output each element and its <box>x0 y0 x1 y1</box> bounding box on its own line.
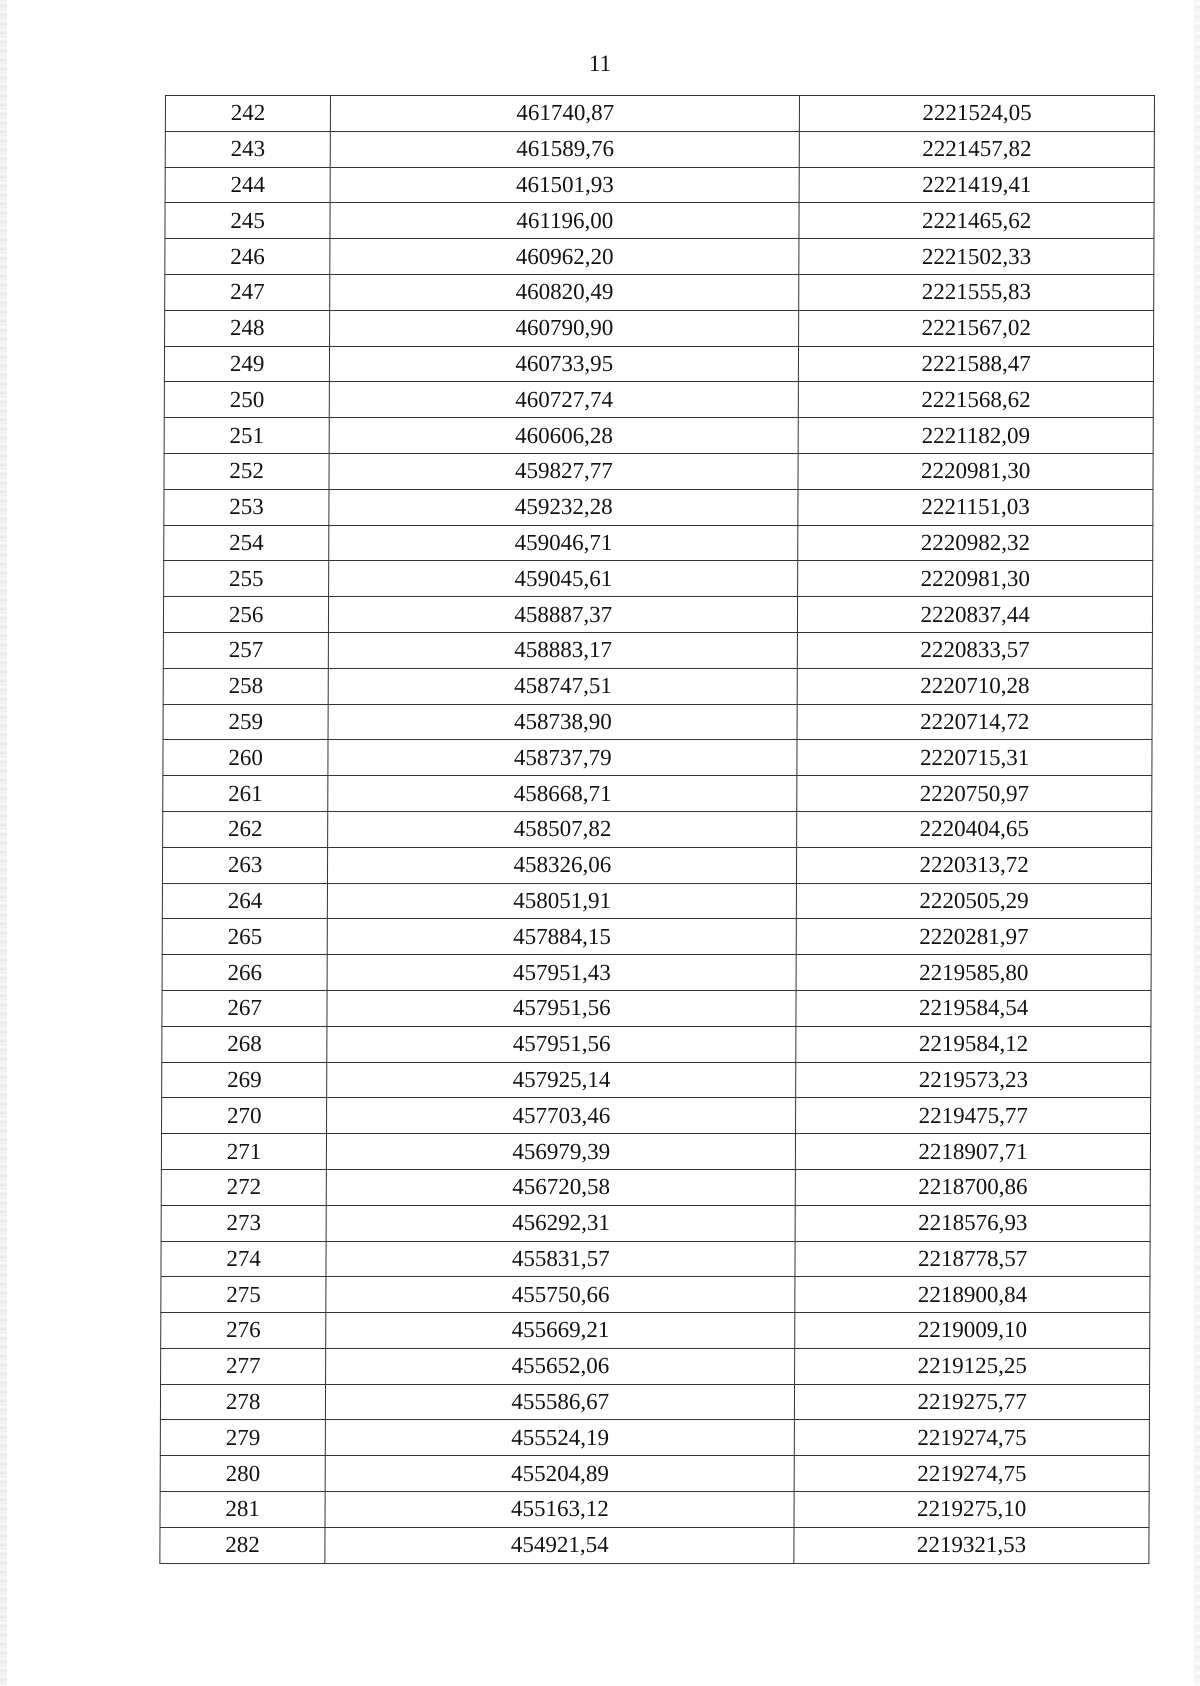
point-number-cell: 268 <box>162 1026 327 1062</box>
table-row <box>162 1026 1151 1062</box>
table-row <box>165 131 1154 167</box>
y-coordinate-cell: 2221588,47 <box>799 346 1154 382</box>
table-row <box>163 597 1152 633</box>
x-coordinate-cell: 458326,06 <box>328 847 797 883</box>
x-coordinate-cell: 457951,43 <box>327 955 796 991</box>
point-number-cell: 254 <box>164 525 329 561</box>
point-number-cell: 276 <box>161 1313 326 1349</box>
table-row <box>161 1205 1150 1241</box>
x-coordinate-cell: 459045,61 <box>329 561 798 597</box>
table-row <box>161 1169 1150 1205</box>
point-number-cell: 272 <box>161 1169 326 1205</box>
point-number-cell: 257 <box>163 632 328 668</box>
x-coordinate-cell: 458668,71 <box>328 776 797 812</box>
point-number-cell: 252 <box>164 453 329 489</box>
point-number-cell: 271 <box>161 1134 326 1170</box>
x-coordinate-cell: 454921,54 <box>325 1527 794 1563</box>
table-row <box>162 883 1151 919</box>
point-number-cell: 259 <box>163 704 328 740</box>
x-coordinate-cell: 456292,31 <box>326 1205 795 1241</box>
table-row <box>165 239 1154 275</box>
x-coordinate-cell: 461196,00 <box>330 203 799 239</box>
table-row <box>161 1241 1150 1277</box>
point-number-cell: 274 <box>161 1241 326 1277</box>
y-coordinate-cell: 2220837,44 <box>798 597 1153 633</box>
point-number-cell: 265 <box>162 919 327 955</box>
x-coordinate-cell: 460820,49 <box>330 274 799 310</box>
y-coordinate-cell: 2220404,65 <box>797 811 1152 847</box>
y-coordinate-cell: 2219274,75 <box>795 1420 1150 1456</box>
x-coordinate-cell: 458887,37 <box>329 597 798 633</box>
coordinates-table-body <box>160 96 1155 1564</box>
table-row <box>162 919 1151 955</box>
y-coordinate-cell: 2220710,28 <box>797 668 1152 704</box>
y-coordinate-cell: 2221151,03 <box>798 489 1153 525</box>
y-coordinate-cell: 2219321,53 <box>794 1527 1149 1563</box>
x-coordinate-cell: 458051,91 <box>328 883 797 919</box>
point-number-cell: 243 <box>165 131 330 167</box>
x-coordinate-cell: 460962,20 <box>330 239 799 275</box>
point-number-cell: 278 <box>160 1384 325 1420</box>
table-row <box>160 1384 1149 1420</box>
x-coordinate-cell: 459827,77 <box>329 453 798 489</box>
y-coordinate-cell: 2219585,80 <box>796 955 1151 991</box>
x-coordinate-cell: 456720,58 <box>327 1169 796 1205</box>
table-row <box>164 382 1153 418</box>
table-row <box>163 632 1152 668</box>
x-coordinate-cell: 458737,79 <box>328 740 797 776</box>
point-number-cell: 280 <box>160 1456 325 1492</box>
y-coordinate-cell: 2220313,72 <box>797 847 1152 883</box>
table-row <box>165 310 1154 346</box>
x-coordinate-cell: 457703,46 <box>327 1098 796 1134</box>
point-number-cell: 242 <box>165 96 330 132</box>
point-number-cell: 277 <box>161 1348 326 1384</box>
table-row <box>160 1527 1149 1563</box>
table-row <box>161 1313 1150 1349</box>
scan-edge-right <box>1194 0 1200 1686</box>
y-coordinate-cell: 2221419,41 <box>799 167 1154 203</box>
y-coordinate-cell: 2221465,62 <box>799 203 1154 239</box>
table-row <box>160 1456 1149 1492</box>
point-number-cell: 251 <box>164 418 329 454</box>
y-coordinate-cell: 2221182,09 <box>798 418 1153 454</box>
y-coordinate-cell: 2220505,29 <box>797 883 1152 919</box>
point-number-cell: 245 <box>165 203 330 239</box>
y-coordinate-cell: 2220750,97 <box>797 776 1152 812</box>
table-row <box>164 525 1153 561</box>
x-coordinate-cell: 455750,66 <box>326 1277 795 1313</box>
x-coordinate-cell: 458507,82 <box>328 811 797 847</box>
table-row <box>165 203 1154 239</box>
y-coordinate-cell: 2218907,71 <box>796 1134 1151 1170</box>
table-row <box>162 1062 1151 1098</box>
coordinates-table <box>159 95 1155 1564</box>
point-number-cell: 258 <box>163 668 328 704</box>
table-row <box>163 704 1152 740</box>
y-coordinate-cell: 2220715,31 <box>797 740 1152 776</box>
y-coordinate-cell: 2220981,30 <box>798 453 1153 489</box>
table-row <box>164 418 1153 454</box>
point-number-cell: 262 <box>163 811 328 847</box>
x-coordinate-cell: 460727,74 <box>330 382 799 418</box>
x-coordinate-cell: 456979,39 <box>327 1134 796 1170</box>
point-number-cell: 253 <box>164 489 329 525</box>
x-coordinate-cell: 458883,17 <box>329 632 798 668</box>
page-number: 11 <box>588 51 612 76</box>
table-row <box>163 740 1152 776</box>
y-coordinate-cell: 2221567,02 <box>799 310 1154 346</box>
x-coordinate-cell: 457925,14 <box>327 1062 796 1098</box>
point-number-cell: 246 <box>165 239 330 275</box>
x-coordinate-cell: 461740,87 <box>331 96 800 132</box>
y-coordinate-cell: 2218778,57 <box>795 1241 1150 1277</box>
y-coordinate-cell: 2220981,30 <box>798 561 1153 597</box>
table-row <box>162 955 1151 991</box>
y-coordinate-cell: 2220833,57 <box>798 632 1153 668</box>
y-coordinate-cell: 2219573,23 <box>796 1062 1151 1098</box>
y-coordinate-cell: 2219584,54 <box>796 990 1151 1026</box>
y-coordinate-cell: 2221568,62 <box>799 382 1154 418</box>
table-row <box>165 167 1154 203</box>
x-coordinate-cell: 455586,67 <box>326 1384 795 1420</box>
y-coordinate-cell: 2219475,77 <box>796 1098 1151 1134</box>
table-row <box>160 1420 1149 1456</box>
x-coordinate-cell: 455652,06 <box>326 1348 795 1384</box>
point-number-cell: 256 <box>163 597 328 633</box>
point-number-cell: 255 <box>164 561 329 597</box>
table-row <box>164 346 1153 382</box>
point-number-cell: 269 <box>162 1062 327 1098</box>
point-number-cell: 282 <box>160 1527 325 1563</box>
y-coordinate-cell: 2220714,72 <box>797 704 1152 740</box>
y-coordinate-cell: 2219274,75 <box>794 1456 1149 1492</box>
y-coordinate-cell: 2218900,84 <box>795 1277 1150 1313</box>
y-coordinate-cell: 2219009,10 <box>795 1313 1150 1349</box>
x-coordinate-cell: 458738,90 <box>328 704 797 740</box>
table-row <box>162 1098 1151 1134</box>
x-coordinate-cell: 461501,93 <box>330 167 799 203</box>
x-coordinate-cell: 459046,71 <box>329 525 798 561</box>
point-number-cell: 250 <box>164 382 329 418</box>
table-row <box>164 489 1153 525</box>
point-number-cell: 249 <box>164 346 329 382</box>
point-number-cell: 244 <box>165 167 330 203</box>
y-coordinate-cell: 2220281,97 <box>796 919 1151 955</box>
table-row <box>164 561 1153 597</box>
point-number-cell: 247 <box>165 274 330 310</box>
y-coordinate-cell: 2221555,83 <box>799 274 1154 310</box>
table-row <box>163 668 1152 704</box>
table-row <box>165 274 1154 310</box>
point-number-cell: 281 <box>160 1492 325 1528</box>
point-number-cell: 279 <box>160 1420 325 1456</box>
point-number-cell: 260 <box>163 740 328 776</box>
point-number-cell: 261 <box>163 776 328 812</box>
y-coordinate-cell: 2219275,77 <box>795 1384 1150 1420</box>
x-coordinate-cell: 461589,76 <box>331 131 800 167</box>
y-coordinate-cell: 2218576,93 <box>795 1205 1150 1241</box>
point-number-cell: 267 <box>162 990 327 1026</box>
x-coordinate-cell: 457884,15 <box>327 919 796 955</box>
x-coordinate-cell: 455831,57 <box>326 1241 795 1277</box>
table-row <box>160 1492 1149 1528</box>
x-coordinate-cell: 460733,95 <box>330 346 799 382</box>
x-coordinate-cell: 460606,28 <box>329 418 798 454</box>
y-coordinate-cell: 2219275,10 <box>794 1492 1149 1528</box>
point-number-cell: 248 <box>165 310 330 346</box>
table-row <box>161 1348 1150 1384</box>
x-coordinate-cell: 460790,90 <box>330 310 799 346</box>
x-coordinate-cell: 459232,28 <box>329 489 798 525</box>
y-coordinate-cell: 2221457,82 <box>800 131 1155 167</box>
point-number-cell: 263 <box>162 847 327 883</box>
y-coordinate-cell: 2220982,32 <box>798 525 1153 561</box>
table-row <box>163 811 1152 847</box>
table-row <box>162 847 1151 883</box>
point-number-cell: 275 <box>161 1277 326 1313</box>
table-row <box>161 1277 1150 1313</box>
y-coordinate-cell: 2221524,05 <box>800 96 1155 132</box>
x-coordinate-cell: 455204,89 <box>325 1456 794 1492</box>
x-coordinate-cell: 457951,56 <box>327 1026 796 1062</box>
x-coordinate-cell: 457951,56 <box>327 990 796 1026</box>
table-row <box>162 990 1151 1026</box>
y-coordinate-cell: 2221502,33 <box>799 239 1154 275</box>
x-coordinate-cell: 455163,12 <box>325 1492 794 1528</box>
y-coordinate-cell: 2219125,25 <box>795 1348 1150 1384</box>
x-coordinate-cell: 455524,19 <box>326 1420 795 1456</box>
y-coordinate-cell: 2219584,12 <box>796 1026 1151 1062</box>
y-coordinate-cell: 2218700,86 <box>796 1169 1151 1205</box>
x-coordinate-cell: 455669,21 <box>326 1313 795 1349</box>
point-number-cell: 266 <box>162 955 327 991</box>
point-number-cell: 273 <box>161 1205 326 1241</box>
table-row <box>165 96 1154 132</box>
scan-edge-left <box>0 0 7 1686</box>
x-coordinate-cell: 458747,51 <box>328 668 797 704</box>
table-row <box>164 453 1153 489</box>
table-row <box>161 1134 1150 1170</box>
point-number-cell: 264 <box>162 883 327 919</box>
point-number-cell: 270 <box>162 1098 327 1134</box>
table-row <box>163 776 1152 812</box>
